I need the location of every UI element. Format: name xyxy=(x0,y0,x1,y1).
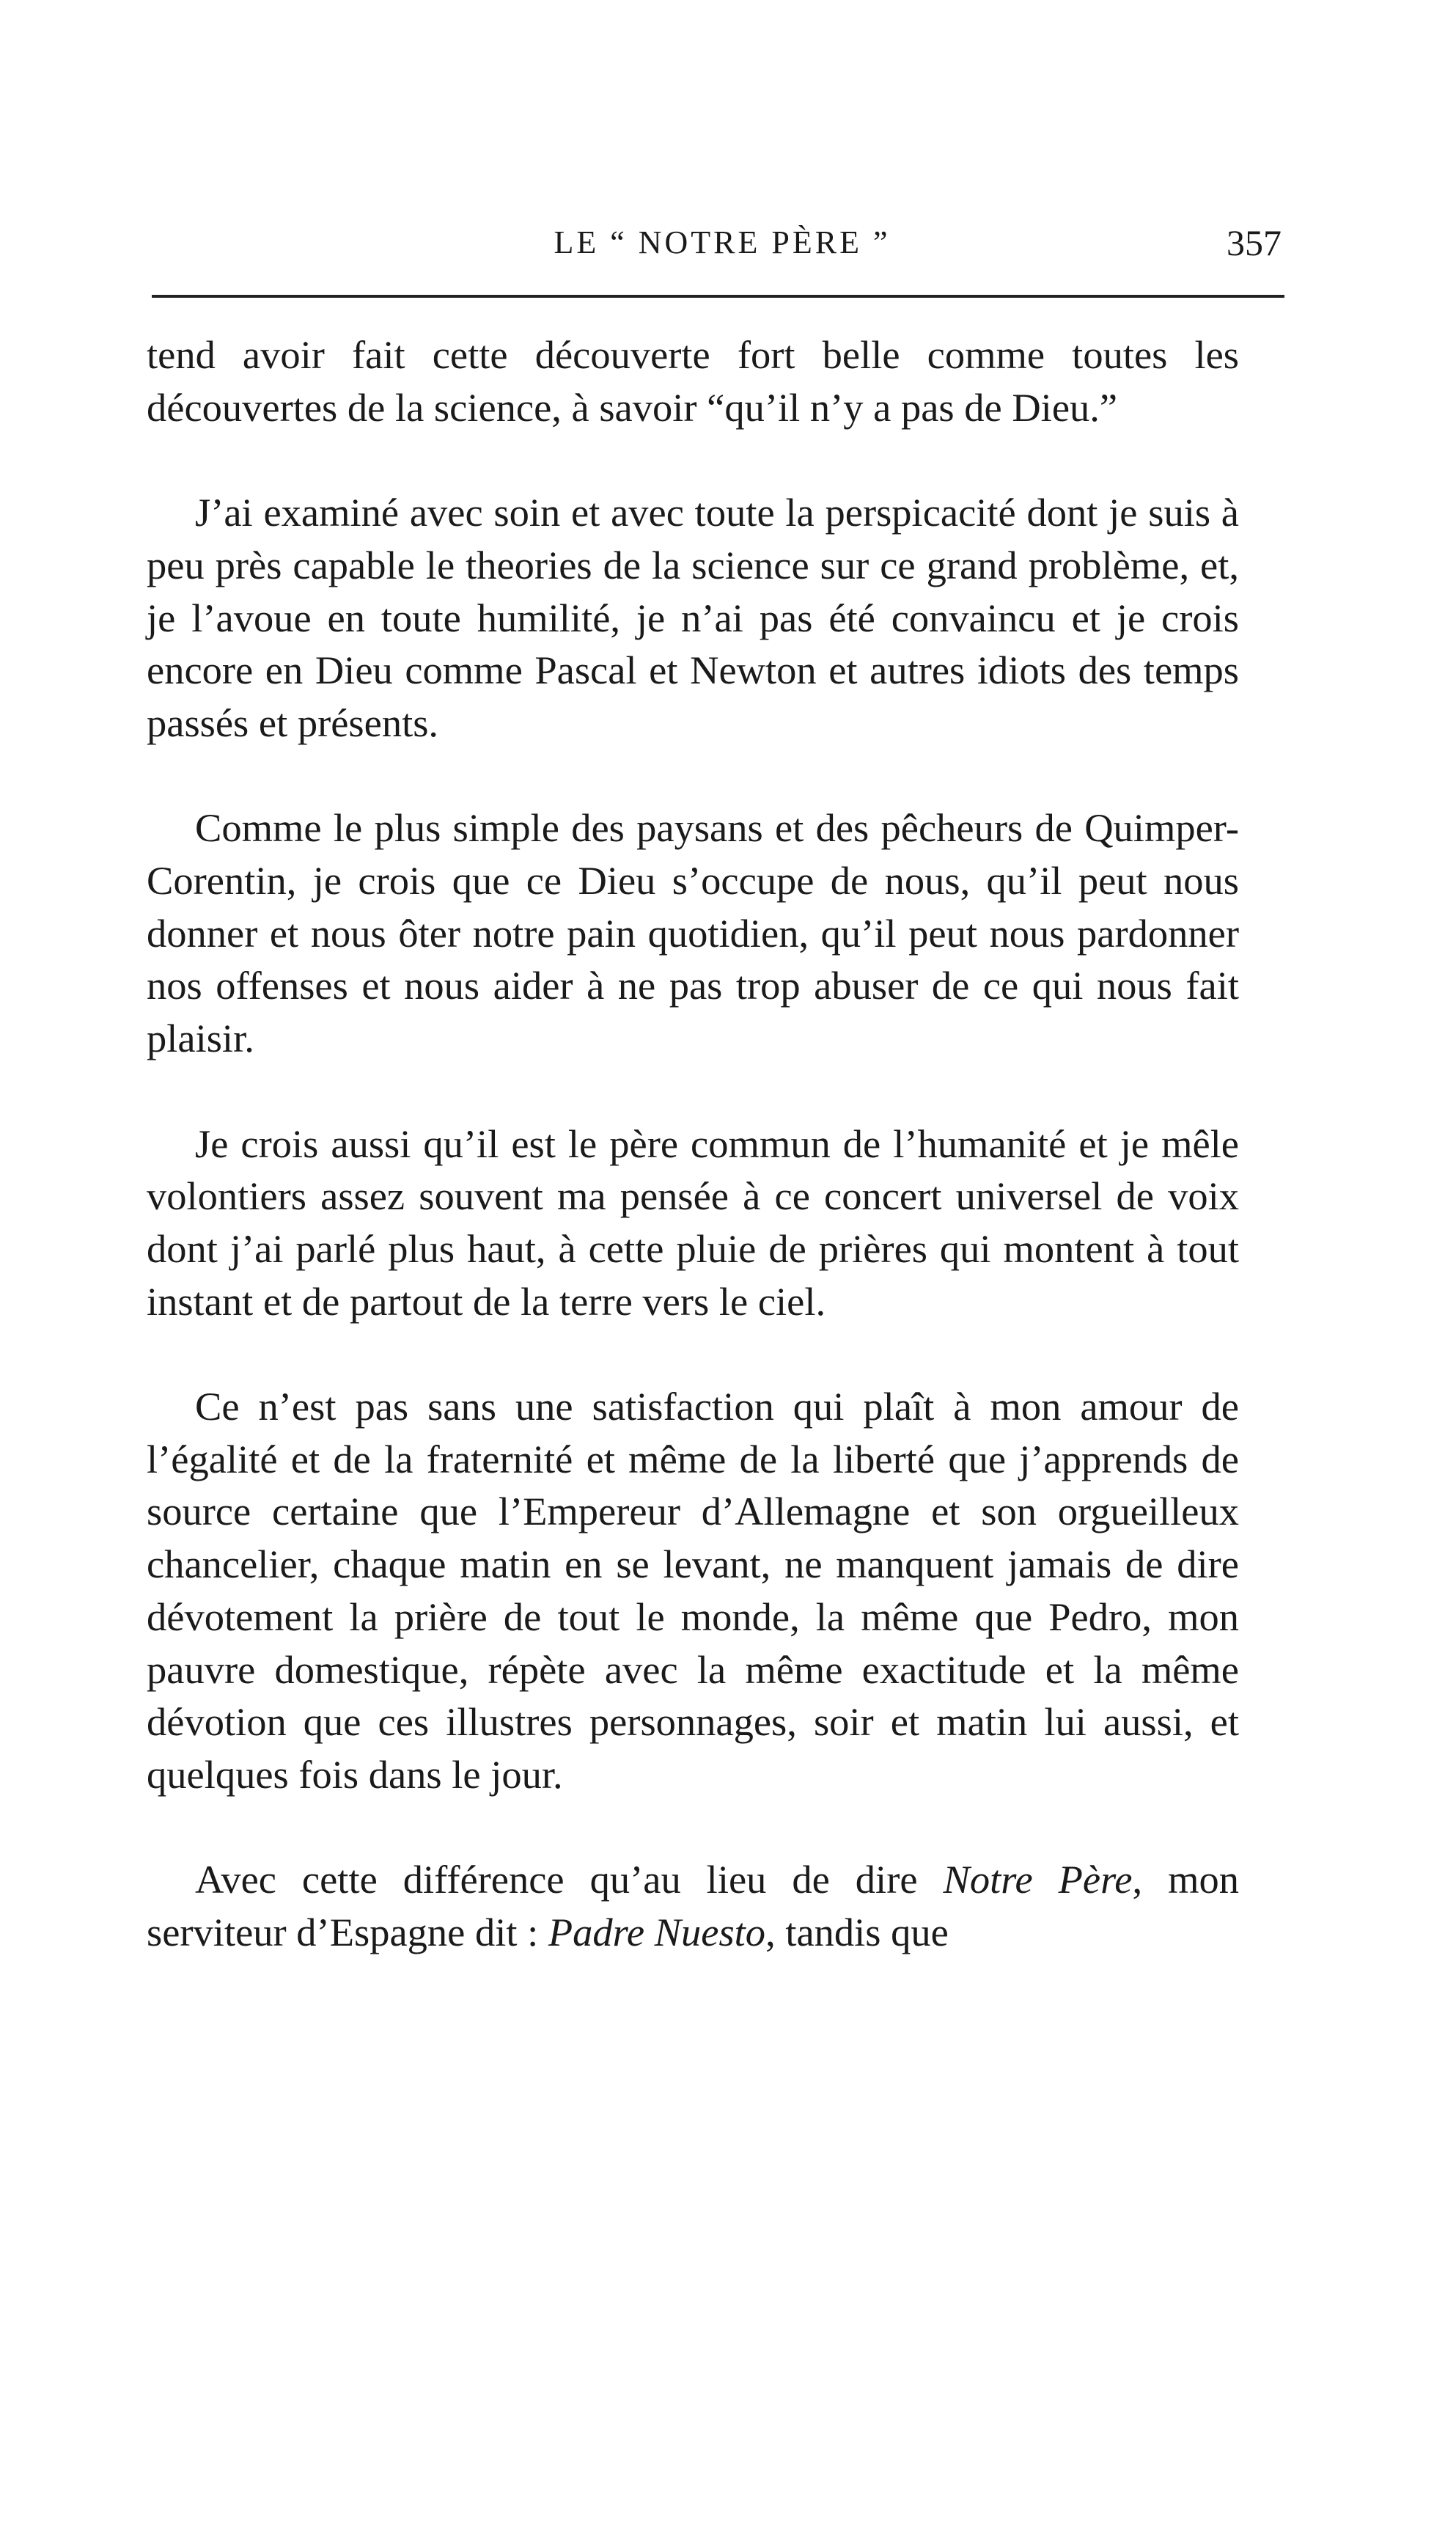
paragraph-6-text-a: Avec cette différence qu’au lieu de dire xyxy=(195,1857,944,1902)
running-title: LE “ NOTRE PÈRE ” xyxy=(554,224,891,260)
paragraph-4: Je crois aussi qu’il est le père commun de l’humanité et je mêle volontiers assez souvent ma pensée à ce concert universel de voix dont j’ai parlé plus haut, à cette pluie de prières qui montent à tout instant et de partout de la terre vers le ciel. xyxy=(147,1121,1239,1324)
paragraph-6-text-b: , mon serviteur d’Espagne dit : xyxy=(147,1857,1239,1955)
paragraph-1: tend avoir fait cette découverte fort belle comme toutes les découvertes de la science, à savoir “qu’il n’y a pas de Dieu.” xyxy=(147,332,1239,430)
paragraph-5: Ce n’est pas sans une satisfaction qui plaît à mon amour de l’égalité et de la fraternité et même de la liberté que j’apprends de source certaine que l’Empereur d’Allemagne et son orgueilleux chancelier, chaque matin en se levant, ne manquent jamais de dire dévotement la prière de tout le monde, la même que Pedro, mon pauvre domestique, répète avec la même exactitude et la même dévotion que ces illustres personnages, soir et matin lui aussi, et quelques fois dans le jour. xyxy=(147,1384,1239,1797)
paragraph-3: Comme le plus simple des paysans et des pêcheurs de Quimper-Corentin, je crois que ce Dieu s’occupe de nous, qu’il peut nous donner et nous ôter notre pain quotidien, qu’il peut nous pardonner nos offenses et nous aider à ne pas trop abuser de ce qui nous fait plaisir. xyxy=(147,805,1239,1061)
paragraph-2: J’ai examiné avec soin et avec toute la perspicacité dont je suis à peu près capable le theories de la science sur ce grand problème, et, je l’avoue en toute humilité, je n’ai pas été convaincu et je crois encore en Dieu comme Pascal et Newton et autres idiots des temps passés et présents. xyxy=(147,490,1239,745)
body-text xyxy=(147,329,1239,1959)
paragraph-6-italic-notre-pere: Notre Père xyxy=(943,1857,1133,1902)
running-head xyxy=(147,217,1298,268)
paragraph-6-italic-padre-nuesto: Padre Nuesto xyxy=(548,1910,766,1955)
paragraph-6 xyxy=(147,1853,1239,1958)
page-number: 357 xyxy=(1227,222,1282,263)
header-rule xyxy=(152,295,1284,298)
paragraph-6-text-c: , tandis que xyxy=(765,1910,949,1955)
